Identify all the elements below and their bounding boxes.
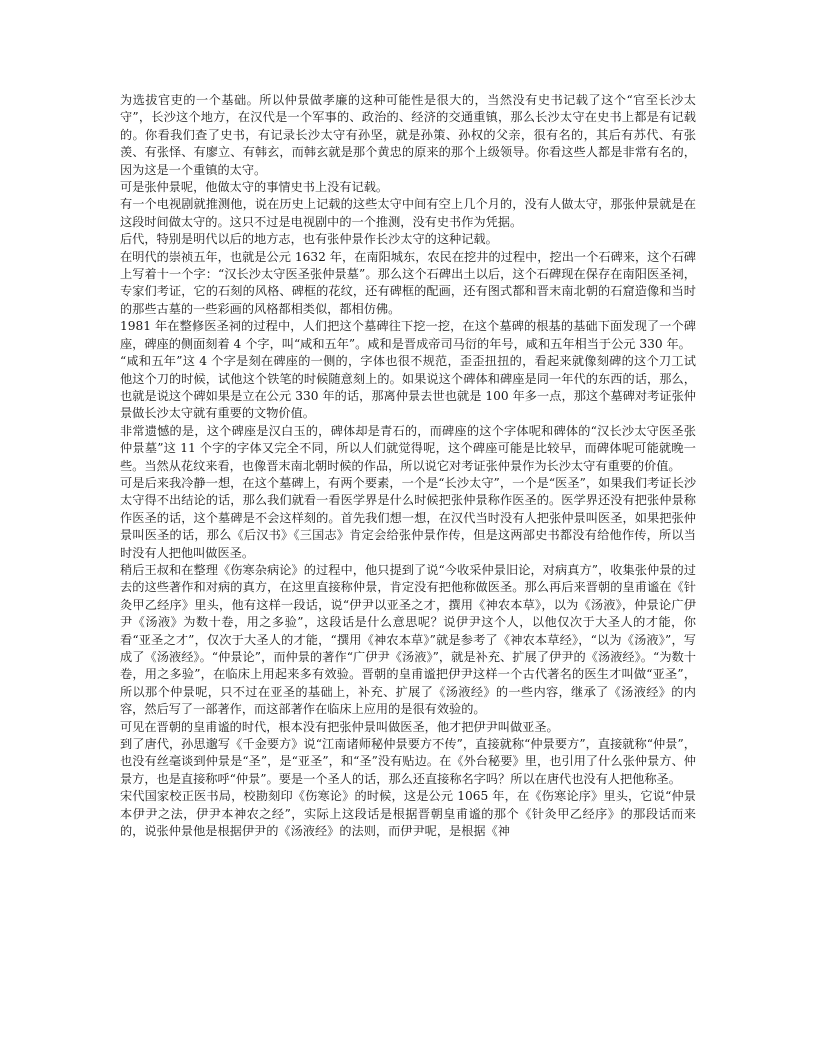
paragraph: 宋代国家校正医书局，校勘刻印《伤寒论》的时候，这是公元 1065 年，在《伤寒论序》里头，它说“仲景本伊尹之法，伊尹本神农之经”，实际上这段话是根据晋朝皇甫谧的那个《针灸甲乙经序》的那段话而来的，说张仲景他是根据伊尹的《汤液经》的法则，而伊尹呢，是根据《神 [120, 789, 696, 839]
paragraph: 1981 年在整修医圣祠的过程中，人们把这个墓碑往下挖一挖，在这个墓碑的根基的基础下面发现了一个碑座，碑座的侧面刻着 4 个字，叫“咸和五年”。咸和是晋成帝司马衍的年号，咸和五年相当于公元 330 年。 [120, 319, 696, 351]
paragraph: 有一个电视剧就推测他，说在历史上记载的这些太守中间有空上几个月的，没有人做太守，那张仲景就是在这段时间做太守的。这只不过是电视剧中的一个推测，没有史书作为凭据。 [120, 197, 696, 229]
paragraph: 可是张仲景呢，他做太守的事情史书上没有记载。 [120, 180, 389, 195]
paragraph: 可见在晋朝的皇甫谧的时代，根本没有把张仲景叫做医圣，他才把伊尹叫做亚圣。 [120, 719, 559, 734]
paragraph: 后代，特别是明代以后的地方志，也有张仲景作长沙太守的这种记载。 [120, 232, 498, 247]
paragraph: “咸和五年”这 4 个字是刻在碑座的一侧的，字体也很不规范，歪歪扭扭的，看起来就像刻碑的这个刀工试他这个刀的时候，试他这个铁笔的时候随意刻上的。如果说这个碑体和碑座是同一年代的东西的话，那么，也就是说这个碑如果是立在公元 330 年的话，那离仲景去世也就是 100 年多一点，那这个墓碑对考证张仲景做长沙太守就有重要的文物价值。 [120, 354, 696, 421]
document-body [120, 92, 696, 840]
paragraph: 为选拔官吏的一个基础。所以仲景做孝廉的这种可能性是很大的，当然没有史书记载了这个“官至长沙太守”，长沙这个地方，在汉代是一个军事的、政治的、经济的交通重镇，那么长沙太守在史书上都是有记载的。你看我们查了史书，有记录长沙太守有孙坚，就是孙策、孙权的父亲，很有名的，其后有苏代、有张羡、有张怿、有廖立、有韩玄，而韩玄就是那个黄忠的原来的那个上级领导。你看这些人都是非常有名的，因为这是一个重镇的太守。 [120, 93, 696, 177]
paragraph: 非常遗憾的是，这个碑座是汉白玉的，碑体却是青石的，而碑座的这个字体呢和碑体的“汉长沙太守医圣张仲景墓”这 11 个字的字体又完全不同，所以人们就觉得呢，这个碑座可能是比较早，而碑体呢可能就晚一些。当然从花纹来看，也像晋末南北朝时候的作品，所以说它对考证张仲景作为长沙太守有重要的价值。 [120, 423, 696, 473]
paragraph: 到了唐代，孙思邈写《千金要方》说“江南诸师秘仲景要方不传”，直接就称“仲景要方”，直接就称“仲景”，也没有丝毫谈到仲景是“圣”，是“亚圣”，和“圣”没有贴边。在《外台秘要》里，也引用了什么张仲景方、仲景方，也是直接称呼“仲景”。要是一个圣人的话，那么还直接称名字吗？所以在唐代也没有人把他称圣。 [120, 737, 696, 786]
paragraph: 在明代的崇祯五年，也就是公元 1632 年，在南阳城东，农民在挖井的过程中，挖出一个石碑来，这个石碑上写着十一个字：“汉长沙太守医圣张仲景墓”。那么这个石碑出土以后，这个石碑现在保存在南阳医圣祠，专家们考证，它的石刻的风格、碑框的花纹，还有碑框的配画，还有图式都和晋末南北朝的石窟造像和当时的那些古墓的一些彩画的风格都相类似，都相仿佛。 [120, 249, 696, 316]
paragraph: 稍后王叔和在整理《伤寒杂病论》的过程中，他只提到了说“今收采仲景旧论，对病真方”，收集张仲景的过去的这些著作和对病的真方，在这里直接称仲景，肯定没有把他称做医圣。那么再后来晋朝的皇甫谧在《针灸甲乙经序》里头，他有这样一段话，说“伊尹以亚圣之才，撰用《神农本草》，以为《汤液》，仲景论广伊尹《汤液》为数十卷，用之多验”，这段话是什么意思呢？说伊尹这个人，以他仅次于大圣人的才能，你看“亚圣之才”，仅次于大圣人的才能，“撰用《神农本草》”就是参考了《神农本草经》，“以为《汤液》”，写成了《汤液经》。“仲景论”，而仲景的著作“广伊尹《汤液》”，就是补充、扩展了伊尹的《汤液经》。“为数十卷，用之多验”，在临床上用起来多有效验。晋朝的皇甫谧把伊尹这样一个古代著名的医生才叫做“亚圣”，所以那个仲景呢，只不过在亚圣的基础上，补充、扩展了《汤液经》的一些内容，继承了《汤液经》的内容，然后写了一部著作，而这部著作在临床上应用的是很有效验的。 [120, 562, 696, 717]
paragraph: 可是后来我冷静一想，在这个墓碑上，有两个要素，一个是“长沙太守”，一个是“医圣”，如果我们考证长沙太守得不出结论的话，那么我们就看一看医学界是什么时候把张仲景称作医圣的。医学界还没有把张仲景称作医圣的话，这个墓碑是不会这样刻的。首先我们想一想，在汉代当时没有人把张仲景叫医圣，如果把张仲景叫医圣的话，那么《后汉书》《三国志》肯定会给张仲景作传，但是这两部史书都没有给他作传，所以当时没有人把他叫做医圣。 [120, 475, 696, 560]
